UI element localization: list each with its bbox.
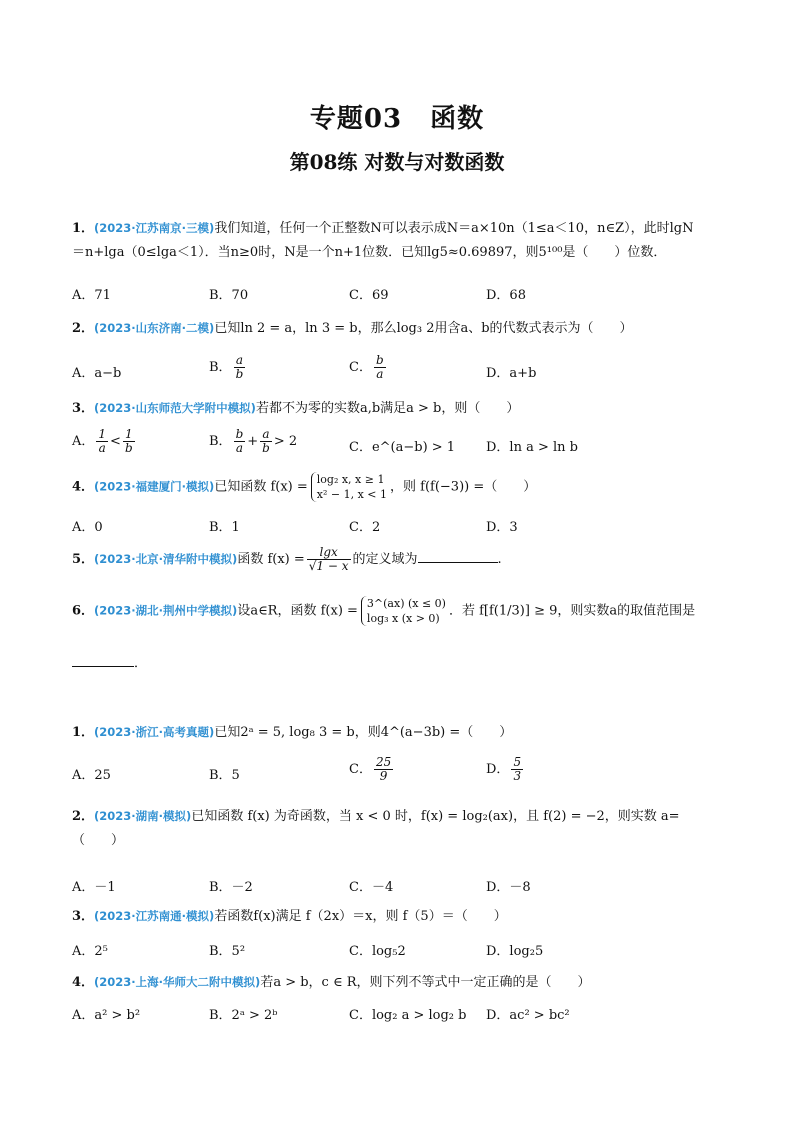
question-source: (2023·福建厦门·模拟) xyxy=(94,479,215,494)
question-1-3: 3．(2023·山东师范大学附中模拟)若都不为零的实数a,b满足a > b，则（ ） xyxy=(72,401,520,416)
question-source: (2023·江苏南京·三模) xyxy=(94,221,215,235)
option-b: B．－2 xyxy=(209,880,253,895)
question-1-5: 5．(2023·北京·清华附中模拟)函数 f(x) = $\frac{\lg x}{√1 - x}$ 的定义域为 . xyxy=(72,545,502,573)
option-d: D．68 xyxy=(486,288,526,303)
question-1-2: 2．(2023·山东济南·二模)已知ln 2 = a，ln 3 = b，那么log₃ 2用含a、b的代数式表示为（ ） xyxy=(72,321,633,336)
question-source: (2023·湖南·模拟) xyxy=(94,809,192,823)
question-1-6-blank-line: ． xyxy=(72,652,732,676)
question-source: (2023·上海·华师大二附中模拟) xyxy=(94,975,261,989)
option-a: A．2⁵ xyxy=(72,944,108,959)
question-1-1: 1．(2023·江苏南京·三模)我们知道，任何一个正整数N可以表示成N＝a×10n（1≤a＜10，n∈Z），此时lgN ＝n+lga（0≤lga＜1）．当n≥0时，N是一个n+1位数．已知lg5≈0.69897，则5¹⁰⁰是（ ）位数． xyxy=(72,221,694,260)
option-c: C．log₅2 xyxy=(349,944,406,959)
option-b: B．70 xyxy=(209,288,249,303)
option-c: C．－4 xyxy=(349,880,394,895)
option-c: C． $\frac{b}{a}$ xyxy=(349,353,384,381)
option-c: C．2 xyxy=(349,520,381,535)
question-2-4: 4．(2023·上海·华师大二附中模拟)若a > b，c ∈ R，则下列不等式中一定正确的是（ ） xyxy=(72,975,591,990)
option-b: B．5² xyxy=(209,944,246,959)
option-b: B． $\frac{b}{a}$ + $\frac{a}{b}$ > 2 xyxy=(209,427,298,455)
option-d: D．a+b xyxy=(486,366,537,381)
piecewise-brace: 3^(ax) (x ≤ 0) log₃ x (x > 0) xyxy=(361,596,446,626)
option-d: D．3 xyxy=(486,520,518,535)
option-c: C． $\frac{25}{9}$ xyxy=(349,755,392,783)
option-a: A． $\frac{1}{a}$ < $\frac{1}{b}$ xyxy=(72,427,133,455)
option-d: D．log₂5 xyxy=(486,944,544,959)
option-a: A．71 xyxy=(72,288,111,303)
question-1-3-options xyxy=(72,428,732,464)
option-a: A．－1 xyxy=(72,880,116,895)
question-source: (2023·湖北·荆州中学模拟) xyxy=(94,603,238,618)
piecewise-brace: log₂ x, x ≥ 1 x² − 1, x < 1 xyxy=(311,472,387,502)
option-b: B．1 xyxy=(209,520,240,535)
option-c: C．69 xyxy=(349,288,389,303)
option-a: A．25 xyxy=(72,768,111,783)
answer-blank[interactable] xyxy=(72,654,134,667)
question-1-1-options xyxy=(72,284,732,314)
question-2-3: 3．(2023·江苏南通·模拟)若函数f(x)满足 f（2x）＝x，则 f（5）＝（ ） xyxy=(72,909,507,924)
question-2-2: 2．(2023·湖南·模拟)已知函数 f(x) 为奇函数，当 x < 0 时，f(x) = log₂(ax)，且 f(2) = −2，则实数 a= （ ） xyxy=(72,809,680,848)
option-d: D．ac² > bc² xyxy=(486,1008,570,1023)
option-a: A．a² > b² xyxy=(72,1008,141,1023)
option-b: B． $\frac{a}{b}$ xyxy=(209,353,244,381)
option-c: C．log₂ a > log₂ b xyxy=(349,1008,467,1023)
option-b: B．5 xyxy=(209,768,240,783)
option-d: D． $\frac{5}{3}$ xyxy=(486,755,522,783)
question-2-4-options xyxy=(72,1004,732,1034)
question-2-2-options xyxy=(72,876,732,906)
answer-blank[interactable] xyxy=(418,550,498,563)
question-2-1-options xyxy=(72,756,732,792)
page-title: 专题03 函数 xyxy=(309,104,485,134)
option-c: C．e^(a−b) > 1 xyxy=(349,440,456,455)
question-source: (2023·山东济南·二模) xyxy=(94,321,215,335)
page-subtitle: 第08练 对数与对数函数 xyxy=(289,150,505,174)
question-2-1: 1．(2023·浙江·高考真题)已知2ᵃ = 5, log₈ 3 = b，则4^(a−3b) =（ ） xyxy=(72,725,513,740)
question-2-3-options xyxy=(72,940,732,970)
question-1-2-options xyxy=(72,354,732,390)
option-b: B．2ᵃ > 2ᵇ xyxy=(209,1008,278,1023)
question-source: (2023·浙江·高考真题) xyxy=(94,725,215,739)
question-1-4: 4．(2023·福建厦门·模拟)已知函数 f(x) = log₂ x, x ≥ 1 x² − 1, x < 1 ，则 f(f(−3)) =（ ） xyxy=(72,473,537,501)
question-source: (2023·北京·清华附中模拟) xyxy=(94,552,238,566)
question-1-4-options xyxy=(72,516,732,546)
option-d: D．－8 xyxy=(486,880,531,895)
option-d: D．ln a > ln b xyxy=(486,440,578,455)
question-source: (2023·山东师范大学附中模拟) xyxy=(94,401,256,415)
option-a: A．a−b xyxy=(72,366,122,381)
question-source: (2023·江苏南通·模拟) xyxy=(94,909,215,923)
question-1-6: 6．(2023·湖北·荆州中学模拟)设a∈R，函数 f(x) = 3^(ax) (x ≤ 0) log₃ x (x > 0) ．若 f[f(1/3)] ≥ 9，则实数a的取值范围是 xyxy=(72,597,696,625)
option-a: A．0 xyxy=(72,520,103,535)
